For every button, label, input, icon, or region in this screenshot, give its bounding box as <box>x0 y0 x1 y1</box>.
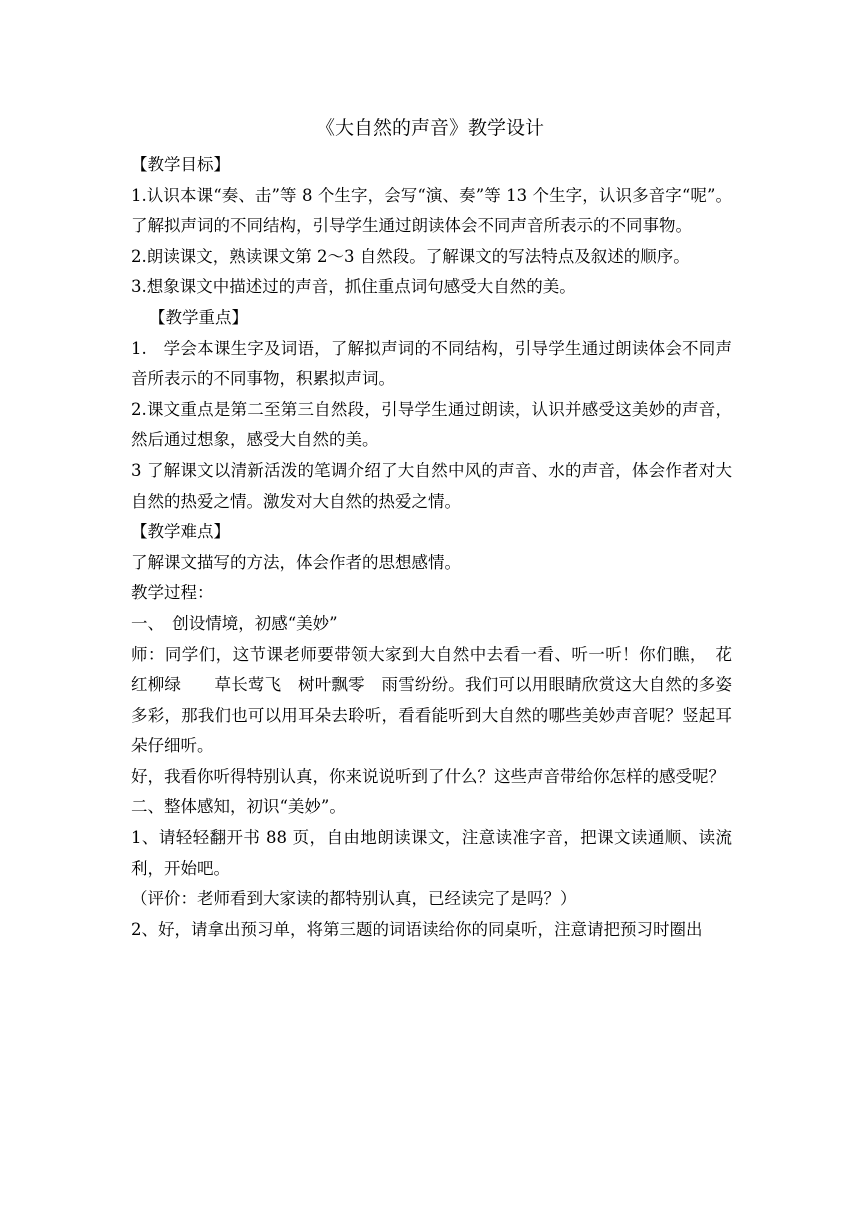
heading-difficulties: 【教学难点】 <box>131 522 230 542</box>
paragraph: 好，我看你听得特别认真，你来说说听到了什么？这些声音带给你怎样的感受呢？ <box>131 766 725 786</box>
paragraph: 2、好，请拿出预习单，将第三题的词语读给你的同桌听，注意请把预习时圈出 <box>131 919 703 939</box>
paragraph: 3.想象课文中描述过的声音，抓住重点词句感受大自然的美。 <box>131 277 576 297</box>
paragraph: （评价：老师看到大家读的都特别认真，已经读完了是吗？） <box>131 889 577 909</box>
heading-process: 教学过程： <box>131 583 214 603</box>
paragraph: 1、请轻轻翻开书 88 页，自由地朗读课文，注意读准字音，把课文读通顺、读流利，开始吧。 <box>131 828 732 878</box>
section-heading: 一、 创设情境，初感“美妙” <box>131 613 338 633</box>
document-body <box>131 150 732 945</box>
heading-objectives: 【教学目标】 <box>131 155 230 174</box>
paragraph: 2.朗读课文，熟读课文第 2～3 自然段。了解课文的写法特点及叙述的顺序。 <box>131 246 690 266</box>
paragraph: 3 了解课文以清新活泼的笔调介绍了大自然中风的声音、水的声音，体会作者对大自然的热爱之情。激发对大自然的热爱之情。 <box>131 460 732 511</box>
paragraph: 1.认识本课“奏、击”等 8 个生字，会写“演、奏”等 13 个生字，认识多音字“呢”。了解拟声词的不同结构，引导学生通过朗读体会不同声音所表示的不同事物。 <box>131 185 732 236</box>
paragraph: 了解课文描写的方法，体会作者的思想感情。 <box>131 552 461 572</box>
paragraph: 2.课文重点是第二至第三自然段，引导学生通过朗读，认识并感受这美妙的声音，然后通过想象，感受大自然的美。 <box>131 399 732 450</box>
section-heading: 二、整体感知，初识“美妙”。 <box>131 797 346 817</box>
paragraph: 1. 学会本课生字及词语，了解拟声词的不同结构，引导学生通过朗读体会不同声音所表示的不同事物，积累拟声词。 <box>131 338 732 389</box>
heading-key-points: 【教学重点】 <box>149 307 248 327</box>
paragraph: 师：同学们，这节课老师要带领大家到大自然中去看一看、听一听！你们瞧， 花红柳绿 草长莺飞 树叶飘零 雨雪纷纷。我们可以用眼睛欣赏这大自然的多姿多彩，那我们也可以用耳朵去聆听，看看能听到大自然的哪些美妙声音呢？竖起耳朵仔细听。 <box>131 644 732 756</box>
document-title: 《大自然的声音》教学设计 <box>315 117 544 139</box>
